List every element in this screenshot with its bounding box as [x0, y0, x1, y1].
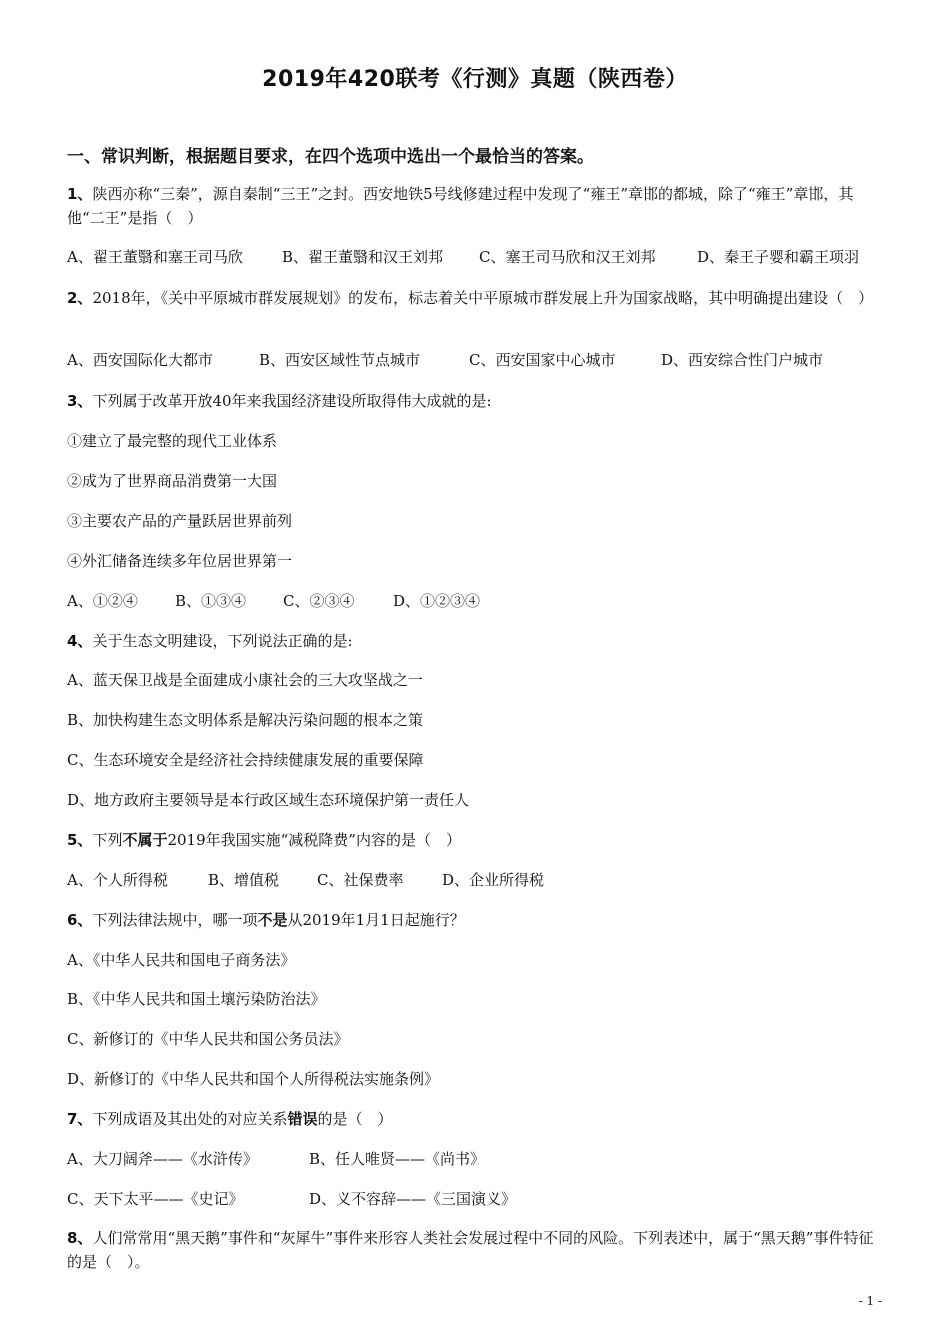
- question-stem-pre: 下列成语及其出处的对应关系: [92, 1110, 288, 1128]
- option-c: C、天下太平——《史记》: [67, 1190, 244, 1208]
- option-b: B、翟王董翳和汉王刘邦: [282, 248, 444, 266]
- question-number: 6、: [67, 911, 93, 929]
- option-b: B、①③④: [175, 592, 247, 610]
- question-5: [67, 828, 887, 852]
- question-number: 7、: [67, 1110, 93, 1128]
- question-2: [67, 286, 882, 310]
- question-emphasis: 错误: [287, 1110, 318, 1128]
- question-stem: 2018年，《关中平原城市群发展规划》的发布，标志着关中平原城市群发展上升为国家战略，其中明确提出建设（ ）: [92, 289, 874, 307]
- question-number: 5、: [67, 831, 93, 849]
- question-4: [67, 629, 887, 653]
- option-d: D、地方政府主要领导是本行政区域生态环境保护第一责任人: [67, 791, 470, 809]
- option-d: D、秦王子婴和霸王项羽: [697, 248, 860, 266]
- option-c: C、②③④: [283, 592, 355, 610]
- question-7-options-row-2: [67, 1187, 887, 1211]
- option-d: D、企业所得税: [442, 871, 545, 889]
- document-title: 2019年420联考《行测》真题（陕西卷）: [262, 67, 688, 92]
- option-a: A、①②④: [67, 592, 138, 610]
- question-3: [67, 389, 887, 413]
- question-stem-pre: 下列: [92, 831, 123, 849]
- question-number: 3、: [67, 392, 93, 410]
- option-a: A、西安国际化大都市: [67, 351, 213, 369]
- option-c: C、生态环境安全是经济社会持续健康发展的重要保障: [67, 751, 424, 769]
- question-stem-pre: 下列法律法规中，哪一项: [92, 911, 258, 929]
- question-stem-post: 的是（ ）: [317, 1110, 393, 1128]
- option-b: B、西安区域性节点城市: [259, 351, 421, 369]
- question-5-options: [67, 868, 887, 892]
- option-c: C、塞王司马欣和汉王刘邦: [479, 248, 656, 266]
- question-number: 4、: [67, 632, 93, 650]
- question-7: [67, 1107, 887, 1131]
- section-heading: 一、常识判断，根据题目要求，在四个选项中选出一个最恰当的答案。: [67, 147, 594, 167]
- option-b: B、任人唯贤——《尚书》: [309, 1150, 486, 1168]
- option-a: A、大刀阔斧——《水浒传》: [67, 1150, 258, 1168]
- option-a: A、翟王董翳和塞王司马欣: [67, 248, 243, 266]
- question-stem: 人们常常用“黑天鹅”事件和“灰犀牛”事件来形容人类社会发展过程中不同的风险。下列表述中，属于“黑天鹅”事件特征的是（ ）。: [67, 1229, 874, 1271]
- option-d: D、①②③④: [393, 592, 481, 610]
- question-number: 2、: [67, 289, 93, 307]
- option-c: C、社保费率: [317, 871, 404, 889]
- question-1: [67, 182, 882, 230]
- question-emphasis: 不属于: [122, 831, 168, 849]
- question-7-options-row-1: [67, 1147, 887, 1171]
- question-1-options: [67, 245, 887, 269]
- statement-item: ②成为了世界商品消费第一大国: [67, 472, 278, 490]
- statement-item: ①建立了最完整的现代工业体系: [67, 432, 278, 450]
- option-b: B、增值税: [208, 871, 280, 889]
- question-stem: 陕西亦称“三秦”，源自秦制“三王”之封。西安地铁5号线修建过程中发现了“雍王”章邯的都城，除了“雍王”章邯，其他“二王”是指（ ）: [67, 185, 854, 227]
- option-b: B、加快构建生态文明体系是解决污染问题的根本之策: [67, 711, 424, 729]
- question-stem: 关于生态文明建设，下列说法正确的是:: [92, 632, 353, 650]
- option-d: D、义不容辞——《三国演义》: [309, 1190, 517, 1208]
- option-c: C、新修订的《中华人民共和国公务员法》: [67, 1030, 349, 1048]
- question-number: 1、: [67, 185, 93, 203]
- question-6: [67, 908, 887, 932]
- question-3-options: [67, 589, 887, 613]
- question-2-options: [67, 348, 887, 372]
- question-8: [67, 1226, 882, 1274]
- option-a: A、蓝天保卫战是全面建成小康社会的三大攻坚战之一: [67, 671, 423, 689]
- question-emphasis: 不是: [257, 911, 288, 929]
- statement-item: ③主要农产品的产量跃居世界前列: [67, 512, 293, 530]
- option-a: A、个人所得税: [67, 871, 168, 889]
- option-b: B、《中华人民共和国土壤污染防治法》: [67, 990, 326, 1008]
- option-a: A、《中华人民共和国电子商务法》: [67, 951, 296, 969]
- question-stem-post: 2019年我国实施“减税降费”内容的是（ ）: [167, 831, 461, 849]
- question-number: 8、: [67, 1229, 93, 1247]
- question-stem-post: 从2019年1月1日起施行？: [287, 911, 465, 929]
- option-c: C、西安国家中心城市: [469, 351, 616, 369]
- statement-item: ④外汇储备连续多年位居世界第一: [67, 552, 293, 570]
- question-stem: 下列属于改革开放40年来我国经济建设所取得伟大成就的是:: [92, 392, 492, 410]
- option-d: D、新修订的《中华人民共和国个人所得税法实施条例》: [67, 1070, 440, 1088]
- option-d: D、西安综合性门户城市: [661, 351, 824, 369]
- page-number: - 1 -: [858, 1294, 882, 1308]
